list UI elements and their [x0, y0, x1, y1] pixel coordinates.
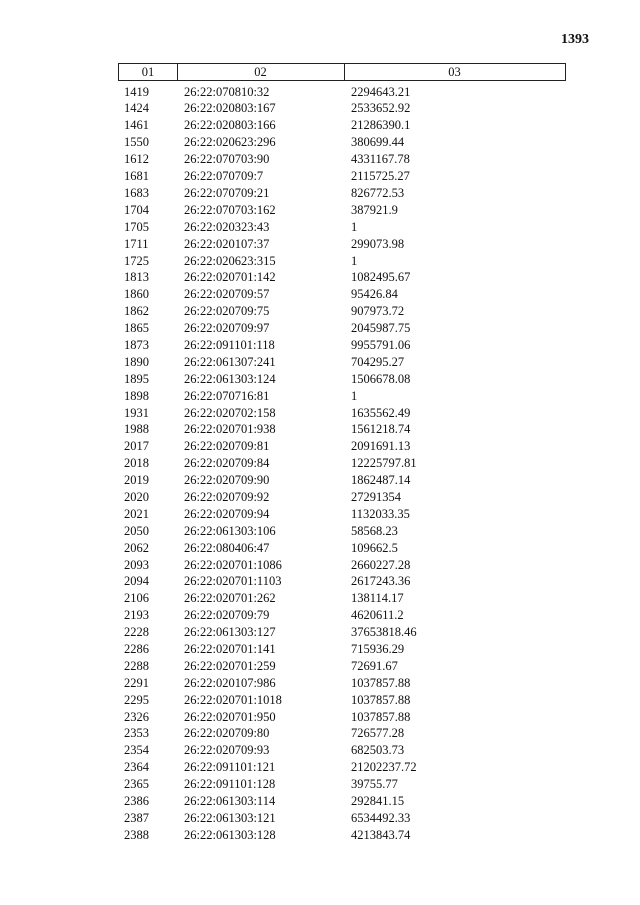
table-row	[0, 269, 640, 286]
cell-value: 1506678.08	[351, 371, 411, 386]
cell-id: 2288	[124, 658, 149, 673]
cell-value: 2091691.13	[351, 439, 411, 454]
cell-cadastral-number: 26:22:091101:128	[184, 777, 276, 792]
table-row	[0, 489, 640, 506]
cell-id: 1890	[124, 354, 149, 369]
cell-cadastral-number: 26:22:061303:127	[184, 625, 276, 640]
table-row	[0, 84, 640, 101]
table-row	[0, 641, 640, 658]
cell-id: 2387	[124, 810, 149, 825]
cell-value: 299073.98	[351, 236, 405, 251]
cell-cadastral-number: 26:22:020709:75	[184, 304, 270, 319]
cell-id: 2106	[124, 591, 149, 606]
cell-value: 387921.9	[351, 202, 398, 217]
table-row	[0, 117, 640, 134]
cell-cadastral-number: 26:22:020701:950	[184, 709, 276, 724]
cell-cadastral-number: 26:22:020701:1086	[184, 557, 282, 572]
cell-value: 826772.53	[351, 185, 405, 200]
cell-value: 72691.67	[351, 658, 398, 673]
cell-value: 715936.29	[351, 641, 405, 656]
table-row	[0, 151, 640, 168]
table-row	[0, 742, 640, 759]
cell-cadastral-number: 26:22:020701:1103	[184, 574, 282, 589]
cell-id: 1931	[124, 405, 149, 420]
table-row	[0, 100, 640, 117]
table-row	[0, 202, 640, 219]
cell-id: 1424	[124, 101, 149, 116]
cell-id: 1988	[124, 422, 149, 437]
cell-id: 1681	[124, 169, 149, 184]
table-row	[0, 557, 640, 574]
page-number: 1393	[561, 32, 589, 47]
column-header-02: 02	[177, 64, 345, 80]
table-row	[0, 320, 640, 337]
cell-cadastral-number: 26:22:020803:167	[184, 101, 276, 116]
cell-value: 39755.77	[351, 777, 398, 792]
table-row	[0, 134, 640, 151]
table-row	[0, 624, 640, 641]
cell-cadastral-number: 26:22:020107:37	[184, 236, 270, 251]
cell-id: 1813	[124, 270, 149, 285]
cell-value: 4620611.2	[351, 608, 404, 623]
cell-id: 2386	[124, 794, 149, 808]
cell-value: 1082495.67	[351, 270, 411, 285]
cell-value: 2045987.75	[351, 321, 411, 336]
table-row	[0, 709, 640, 726]
cell-cadastral-number: 26:22:020702:158	[184, 405, 276, 420]
table-row	[0, 759, 640, 776]
cell-id: 2388	[124, 827, 149, 842]
table-row	[0, 405, 640, 422]
cell-cadastral-number: 26:22:020709:84	[184, 456, 270, 471]
cell-id: 1862	[124, 304, 149, 319]
cell-value: 1037857.88	[351, 675, 411, 690]
table-row	[0, 793, 640, 810]
cell-cadastral-number: 26:22:020709:81	[184, 439, 270, 454]
cell-id: 2093	[124, 557, 149, 572]
cell-cadastral-number: 26:22:020623:296	[184, 135, 276, 150]
cell-id: 2364	[124, 760, 149, 775]
cell-cadastral-number: 26:22:020709:94	[184, 506, 270, 521]
cell-id: 2062	[124, 540, 149, 555]
cell-cadastral-number: 26:22:020701:259	[184, 658, 276, 673]
cell-value: 1	[351, 253, 358, 268]
cell-cadastral-number: 26:22:020107:986	[184, 675, 276, 690]
cell-id: 1865	[124, 321, 149, 336]
cell-cadastral-number: 26:22:020323:43	[184, 219, 270, 234]
cell-id: 2354	[124, 743, 149, 758]
table-row	[0, 506, 640, 523]
table-row	[0, 725, 640, 742]
cell-cadastral-number: 26:22:020701:1018	[184, 692, 282, 707]
cell-id: 2020	[124, 489, 149, 504]
table-row	[0, 607, 640, 624]
cell-id: 2228	[124, 625, 149, 640]
cell-id: 2019	[124, 473, 149, 488]
cell-value: 907973.72	[351, 304, 405, 319]
cell-cadastral-number: 26:22:061303:114	[184, 794, 276, 808]
table-row	[0, 286, 640, 303]
cell-cadastral-number: 26:22:061303:124	[184, 371, 276, 386]
cell-id: 2094	[124, 574, 149, 589]
cell-cadastral-number: 26:22:020709:90	[184, 473, 270, 488]
table-row	[0, 354, 640, 371]
table-row	[0, 590, 640, 607]
table-row	[0, 185, 640, 202]
cell-value: 1561218.74	[351, 422, 411, 437]
cell-value: 2115725.27	[351, 169, 410, 184]
cell-value: 109662.5	[351, 540, 398, 555]
cell-id: 1461	[124, 118, 149, 133]
table-row	[0, 421, 640, 438]
cell-id: 2295	[124, 692, 149, 707]
cell-value: 726577.28	[351, 726, 405, 741]
cell-id: 2353	[124, 726, 149, 741]
cell-value: 27291354	[351, 489, 401, 504]
cell-cadastral-number: 26:22:020709:97	[184, 321, 270, 336]
cell-value: 138114.17	[351, 591, 404, 606]
cell-id: 1898	[124, 388, 149, 403]
cell-id: 2017	[124, 439, 149, 454]
cell-value: 704295.27	[351, 354, 405, 369]
column-header-03: 03	[448, 65, 461, 79]
cell-id: 2050	[124, 523, 149, 538]
cell-value: 21286390.1	[351, 118, 411, 133]
table-row	[0, 827, 640, 844]
table-row	[0, 303, 640, 320]
cell-value: 37653818.46	[351, 625, 417, 640]
table-row	[0, 371, 640, 388]
cell-value: 4331167.78	[351, 152, 410, 167]
table-row	[0, 540, 640, 557]
cell-id: 2286	[124, 641, 149, 656]
table-row	[0, 692, 640, 709]
cell-cadastral-number: 26:22:020623:315	[184, 253, 276, 268]
table-row	[0, 168, 640, 185]
cell-cadastral-number: 26:22:070703:90	[184, 152, 270, 167]
cell-value: 1862487.14	[351, 473, 411, 488]
cell-cadastral-number: 26:22:020803:166	[184, 118, 276, 133]
cell-id: 2193	[124, 608, 149, 623]
cell-cadastral-number: 26:22:091101:118	[184, 337, 275, 352]
cell-value: 682503.73	[351, 743, 405, 758]
cell-id: 1711	[124, 236, 149, 251]
cell-cadastral-number: 26:22:061303:128	[184, 827, 276, 842]
cell-value: 1635562.49	[351, 405, 411, 420]
cell-id: 1419	[124, 84, 149, 99]
table-row	[0, 675, 640, 692]
cell-cadastral-number: 26:22:070716:81	[184, 388, 270, 403]
cell-cadastral-number: 26:22:070810:32	[184, 84, 270, 99]
cell-value: 2660227.28	[351, 557, 411, 572]
cell-value: 2294643.21	[351, 84, 411, 99]
table-row	[0, 388, 640, 405]
cell-id: 1550	[124, 135, 149, 150]
cell-id: 2021	[124, 506, 149, 521]
table-row	[0, 438, 640, 455]
cell-cadastral-number: 26:22:061307:241	[184, 354, 276, 369]
table-row	[0, 776, 640, 793]
cell-id: 1612	[124, 152, 149, 167]
cell-value: 4213843.74	[351, 827, 411, 842]
table-body	[0, 84, 640, 844]
table-row	[0, 523, 640, 540]
cell-cadastral-number: 26:22:020709:93	[184, 743, 270, 758]
cell-value: 1	[351, 388, 358, 403]
cell-cadastral-number: 26:22:020709:79	[184, 608, 270, 623]
cell-id: 2326	[124, 709, 149, 724]
cell-id: 1860	[124, 287, 149, 302]
cell-cadastral-number: 26:22:091101:121	[184, 760, 276, 775]
cell-cadastral-number: 26:22:080406:47	[184, 540, 270, 555]
cell-cadastral-number: 26:22:070709:21	[184, 185, 270, 200]
cell-value: 21202237.72	[351, 760, 417, 775]
table-row	[0, 472, 640, 489]
cell-value: 2617243.36	[351, 574, 411, 589]
cell-id: 2018	[124, 456, 149, 471]
cell-id: 1704	[124, 202, 149, 217]
cell-id: 1705	[124, 219, 149, 234]
cell-cadastral-number: 26:22:020701:938	[184, 422, 276, 437]
cell-cadastral-number: 26:22:070703:162	[184, 202, 276, 217]
cell-id: 2365	[124, 777, 149, 792]
cell-value: 1037857.88	[351, 692, 411, 707]
cell-cadastral-number: 26:22:020701:142	[184, 270, 276, 285]
cell-value: 95426.84	[351, 287, 398, 302]
cell-value: 9955791.06	[351, 337, 411, 352]
table-row	[0, 236, 640, 253]
cell-cadastral-number: 26:22:020709:80	[184, 726, 270, 741]
cell-value: 58568.23	[351, 523, 398, 538]
cell-id: 1725	[124, 253, 149, 268]
cell-id: 1895	[124, 371, 149, 386]
cell-id: 1873	[124, 337, 149, 352]
cell-cadastral-number: 26:22:061303:106	[184, 523, 276, 538]
table-row	[0, 219, 640, 236]
cell-cadastral-number: 26:22:020709:57	[184, 287, 270, 302]
table-row	[0, 810, 640, 827]
cell-id: 1683	[124, 185, 149, 200]
cell-value: 1037857.88	[351, 709, 411, 724]
cell-value: 12225797.81	[351, 456, 417, 471]
table-header	[118, 63, 566, 81]
cell-value: 6534492.33	[351, 810, 411, 825]
cell-value: 292841.15	[351, 794, 405, 808]
cell-cadastral-number: 26:22:020709:92	[184, 489, 270, 504]
cell-value: 380699.44	[351, 135, 405, 150]
cell-cadastral-number: 26:22:070709:7	[184, 169, 264, 184]
cell-value: 1132033.35	[351, 506, 410, 521]
table-row	[0, 253, 640, 270]
table-row	[0, 337, 640, 354]
table-row	[0, 573, 640, 590]
cell-value: 2533652.92	[351, 101, 411, 116]
cell-id: 2291	[124, 675, 149, 690]
table-row	[0, 455, 640, 472]
column-header-01: 01	[119, 64, 178, 80]
cell-cadastral-number: 26:22:020701:262	[184, 591, 276, 606]
cell-cadastral-number: 26:22:061303:121	[184, 810, 276, 825]
cell-cadastral-number: 26:22:020701:141	[184, 641, 276, 656]
cell-value: 1	[351, 219, 358, 234]
table-row	[0, 658, 640, 675]
